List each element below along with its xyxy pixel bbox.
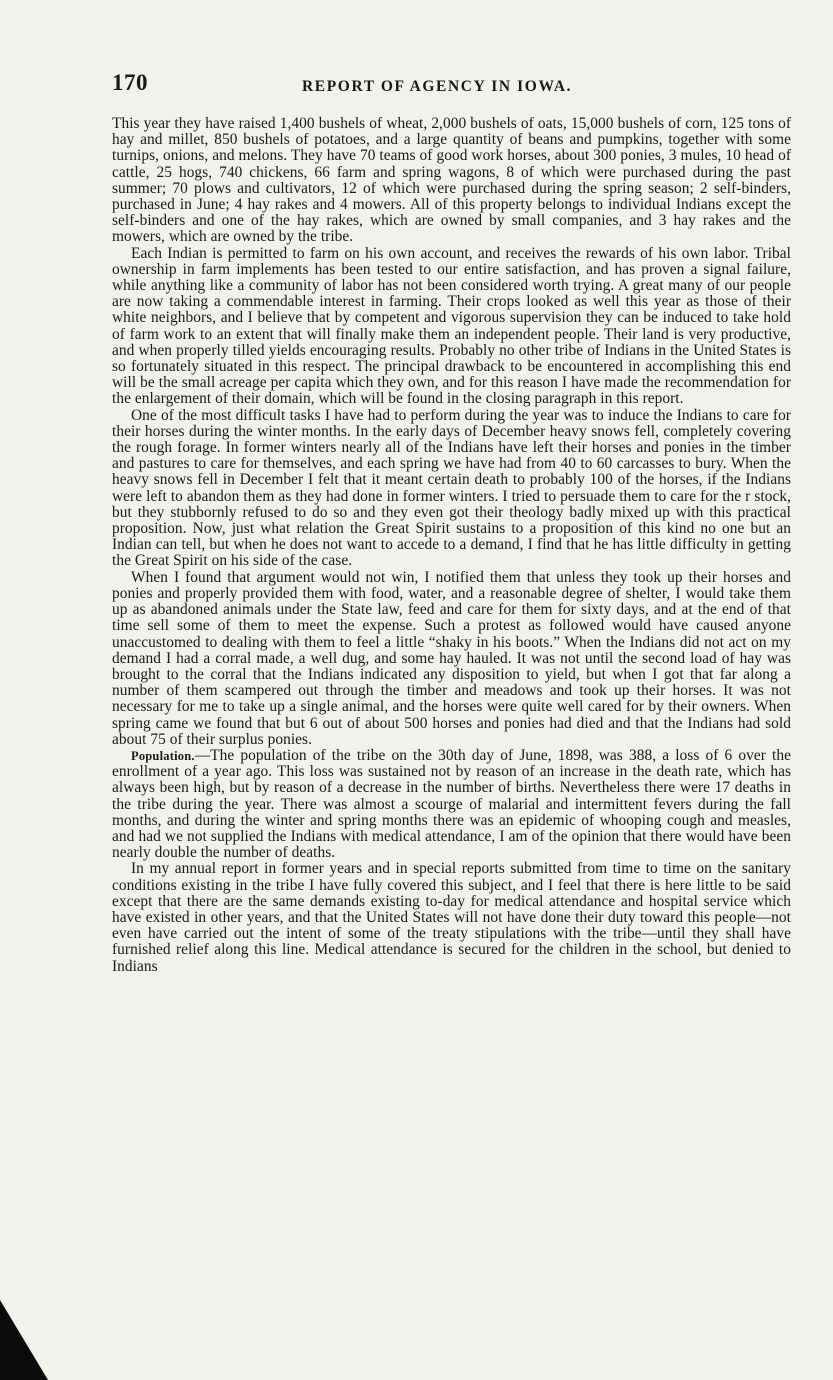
paragraph-text: —The population of the tribe on the 30th day of June, 1898, was 388, a loss of 6 over the enrollment of a year ago. This loss was sustained not by reason of an increase in the death rate, which has always been high, but by reason of a decrease in the number of births. Nevertheless there were 17 deaths in the tribe during the year. There was almost a scourge of malarial and intermittent fevers during the fall months, and during the winter and spring months there was an epidemic of whooping cough and measles, and had we not supplied the Indians with medical attendance, I am of the opinion that there would have been nearly double the number of deaths. [112, 746, 791, 862]
paragraph-population [112, 748, 791, 861]
paragraph-text: In my annual report in former years and in special reports submitted from time to time on the sanitary conditions existing in the tribe I have fully covered this subject, and I feel that there is here little to be said except that there are the same demands existing to-day for medical attendance and hospital service which have existed in other years, and that the United States will not have done their duty toward this people—not even have carried out the intent of some of the treaty stipulations with the tribe—until they shall have furnished relief along this line. Medical attendance is secured for the children in the school, but denied to Indians [112, 860, 791, 975]
paragraph-text: This year they have raised 1,400 bushels of wheat, 2,000 bushels of oats, 15,000 bushels of corn, 125 tons of hay and millet, 850 bushels of potatoes, and a large quantity of beans and pumpkins, together with some turnips, onions, and melons. They have 70 teams of good work horses, about 300 ponies, 3 mules, 10 head of cattle, 25 hogs, 740 chickens, 66 farm and spring wagons, 8 of which were purchased during the past summer; 70 plows and cultivators, 12 of which were purchased during the spring season; 2 self-binders, purchased in June; 4 hay rakes and 4 mowers. All of this property belongs to individual Indians except the self-binders and one of the hay rakes, which are owned by small companies, and 3 hay rakes and the mowers, which are owned by the tribe. [112, 115, 791, 246]
paragraph-farming [112, 246, 791, 408]
section-heading: Population. [131, 748, 195, 763]
scan-corner-shadow [0, 1300, 48, 1380]
page-number: 170 [112, 70, 148, 95]
paragraph-crops [112, 116, 791, 246]
body-text [112, 116, 791, 975]
paragraph-corral [112, 570, 791, 748]
running-head: REPORT OF AGENCY IN IOWA. [302, 78, 573, 95]
paragraph-text: Each Indian is permitted to farm on his own account, and receives the rewards of his own labor. Tribal ownership in farm implements has been tested to our entire satisfaction, and has proven a signal failure, while anything like a community of labor has not been considered worth trying. A great many of our people are now taking a commendable interest in farming. Their crops looked as well this year as those of their white neighbors, and I believe that by competent and vigorous supervision they can be induced to take hold of farm work to an extent that will finally make them an independent people. Their land is very productive, and when properly tilled yields encouraging results. Probably no other tribe of Indians in the United States is so fortunately situated in this respect. The principal drawback to be encountered in accomplishing this end will be the small acreage per capita which they own, and for this reason I have made the recommendation for the enlargement of their domain, which will be found in the closing paragraph in this report. [112, 244, 791, 408]
paragraph-horses [112, 408, 791, 570]
paragraph-text: One of the most difficult tasks I have had to perform during the year was to induce the Indians to care for their horses during the winter months. In the early days of December heavy snows fell, completely covering the rough forage. In former winters nearly all of the Indians have left their horses and ponies in the timber and pastures to care for themselves, and each spring we have had from 40 to 60 carcasses to bury. When the heavy snows fell in December I felt that it meant certain death to probably 100 of the horses, if the Indians were left to abandon them as they had done in former winters. I tried to persuade them to care for the r stock, but they stubbornly refused to do so and they even got their theology badly mixed up with this practical proposition. Now, just what relation the Great Spirit sustains to a proposition of this kind no one but an Indian can tell, but when he does not want to accede to a demand, I find that he has little difficulty in getting the Great Spirit on his side of the case. [112, 406, 791, 570]
page-header [112, 70, 792, 100]
paragraph-text: When I found that argument would not win, I notified them that unless they took up their horses and ponies and properly provided them with food, water, and a reasonable degree of shelter, I would take them up as abandoned animals under the State law, feed and care for them for sixty days, and at the end of that time sell some of them to meet the expense. Such a protest as followed would have caused anyone unaccustomed to dealing with them to feel a little “shaky in his boots.” When the Indians did not act on my demand I had a corral made, a well dug, and some hay hauled. It was not until the second load of hay was brought to the corral that the Indians indicated any disposition to yield, but when I got that far along a number of them scampered out through the timber and meadows and took up their horses. It was not necessary for me to take up a single animal, and the horses were quite well cared for by their owners. When spring came we found that but 6 out of about 500 horses and ponies had died and that the Indians had sold about 75 of their surplus ponies. [112, 568, 791, 748]
paragraph-medical [112, 861, 791, 974]
